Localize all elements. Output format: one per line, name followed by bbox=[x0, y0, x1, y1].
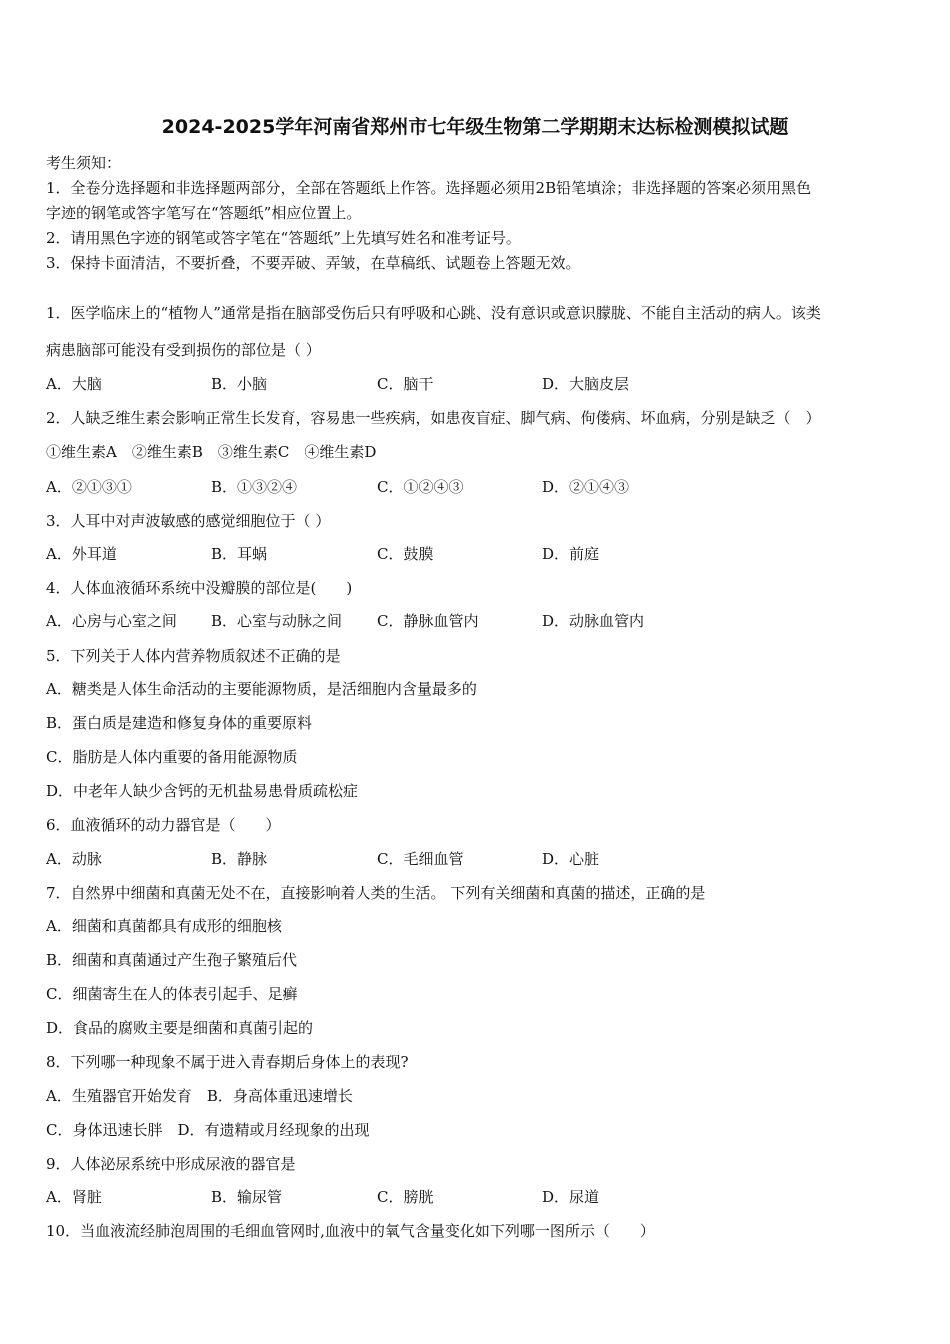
question-2-option-d: D．②①④③ bbox=[542, 478, 630, 496]
question-6-option-d: D．心脏 bbox=[542, 850, 600, 868]
question-6-option-a: A．动脉 bbox=[46, 850, 102, 868]
question-3-option-d: D．前庭 bbox=[542, 545, 600, 563]
question-9-option-b: B．输尿管 bbox=[211, 1188, 283, 1206]
notice-heading: 考生须知： bbox=[46, 154, 122, 172]
question-3-option-c: C．鼓膜 bbox=[377, 545, 434, 563]
question-9-option-d: D．尿道 bbox=[542, 1188, 600, 1206]
question-4-option-c: C．静脉血管内 bbox=[377, 612, 479, 630]
question-2-list: ①维生素A ②维生素B ③维生素C ④维生素D bbox=[46, 443, 377, 461]
question-5-option-a: A．糖类是人体生命活动的主要能源物质，是活细胞内含量最多的 bbox=[46, 680, 477, 698]
question-7-option-b: B．细菌和真菌通过产生孢子繁殖后代 bbox=[46, 951, 298, 969]
question-6-stem: 6．血液循环的动力器官是（ ） bbox=[46, 816, 281, 834]
question-3-option-a: A．外耳道 bbox=[46, 545, 117, 563]
question-7-option-d: D．食品的腐败主要是细菌和真菌引起的 bbox=[46, 1019, 314, 1037]
notice-item-1-cont: 字迹的钢笔或答字笔写在“答题纸”相应位置上。 bbox=[46, 204, 362, 222]
question-3-option-b: B．耳蜗 bbox=[211, 545, 268, 563]
question-9-option-a: A．肾脏 bbox=[46, 1188, 102, 1206]
question-1-option-a: A．大脑 bbox=[46, 375, 102, 393]
question-6-option-b: B．静脉 bbox=[211, 850, 268, 868]
question-7-stem: 7．自然界中细菌和真菌无处不在，直接影响着人类的生活。 下列有关细菌和真菌的描述，正确的是 bbox=[46, 884, 706, 902]
notice-item-2: 2．请用黑色字迹的钢笔或答字笔在“答题纸”上先填写姓名和准考证号。 bbox=[46, 229, 521, 247]
question-2-option-a: A．②①③① bbox=[46, 478, 132, 496]
question-8-options-row-1: A．生殖器官开始发育 B．身高体重迅速增长 bbox=[46, 1087, 353, 1105]
question-9-option-c: C．膀胱 bbox=[377, 1188, 434, 1206]
question-1-stem-cont: 病患脑部可能没有受到损伤的部位是（ ） bbox=[46, 341, 321, 359]
question-4-option-a: A．心房与心室之间 bbox=[46, 612, 177, 630]
question-1-stem: 1．医学临床上的“植物人”通常是指在脑部受伤后只有呼吸和心跳、没有意识或意识朦胧、不能自主活动的病人。该类 bbox=[46, 304, 821, 322]
question-4-stem: 4．人体血液循环系统中没瓣膜的部位是( ) bbox=[46, 579, 353, 597]
question-4-option-d: D．动脉血管内 bbox=[542, 612, 645, 630]
notice-item-3: 3．保持卡面清洁，不要折叠，不要弄破、弄皱，在草稿纸、试题卷上答题无效。 bbox=[46, 254, 581, 272]
question-7-option-c: C．细菌寄生在人的体表引起手、足癣 bbox=[46, 985, 298, 1003]
question-3-stem: 3．人耳中对声波敏感的感觉细胞位于（ ） bbox=[46, 512, 331, 530]
question-8-options-row-2: C．身体迅速长胖 D．有遗精或月经现象的出现 bbox=[46, 1121, 370, 1139]
page-title: 2024-2025学年河南省郑州市七年级生物第二学期期末达标检测模拟试题 bbox=[161, 116, 789, 138]
question-9-stem: 9．人体泌尿系统中形成尿液的器官是 bbox=[46, 1155, 296, 1173]
question-5-option-c: C．脂肪是人体内重要的备用能源物质 bbox=[46, 748, 298, 766]
question-6-option-c: C．毛细血管 bbox=[377, 850, 464, 868]
question-5-option-d: D．中老年人缺少含钙的无机盐易患骨质疏松症 bbox=[46, 782, 359, 800]
question-1-option-c: C．脑干 bbox=[377, 375, 434, 393]
question-2-option-c: C．①②④③ bbox=[377, 478, 464, 496]
question-2-stem: 2．人缺乏维生素会影响正常生长发育，容易患一些疾病，如患夜盲症、脚气病、佝偻病、坏血病，分别是缺乏（ ） bbox=[46, 409, 821, 427]
notice-item-1: 1．全卷分选择题和非选择题两部分，全部在答题纸上作答。选择题必须用2B铅笔填涂；非选择题的答案必须用黑色 bbox=[46, 179, 812, 197]
question-1-option-d: D．大脑皮层 bbox=[542, 375, 630, 393]
question-4-option-b: B．心室与动脉之间 bbox=[211, 612, 343, 630]
question-5-option-b: B．蛋白质是建造和修复身体的重要原料 bbox=[46, 714, 313, 732]
question-7-option-a: A．细菌和真菌都具有成形的细胞核 bbox=[46, 917, 282, 935]
question-1-option-b: B．小脑 bbox=[211, 375, 268, 393]
question-2-option-b: B．①③②④ bbox=[211, 478, 298, 496]
question-8-stem: 8．下列哪一种现象不属于进入青春期后身体上的表现? bbox=[46, 1053, 409, 1071]
question-10-stem: 10．当血液流经肺泡周围的毛细血管网时,血液中的氧气含量变化如下列哪一图所示（ ） bbox=[46, 1222, 655, 1240]
question-5-stem: 5．下列关于人体内营养物质叙述不正确的是 bbox=[46, 647, 341, 665]
